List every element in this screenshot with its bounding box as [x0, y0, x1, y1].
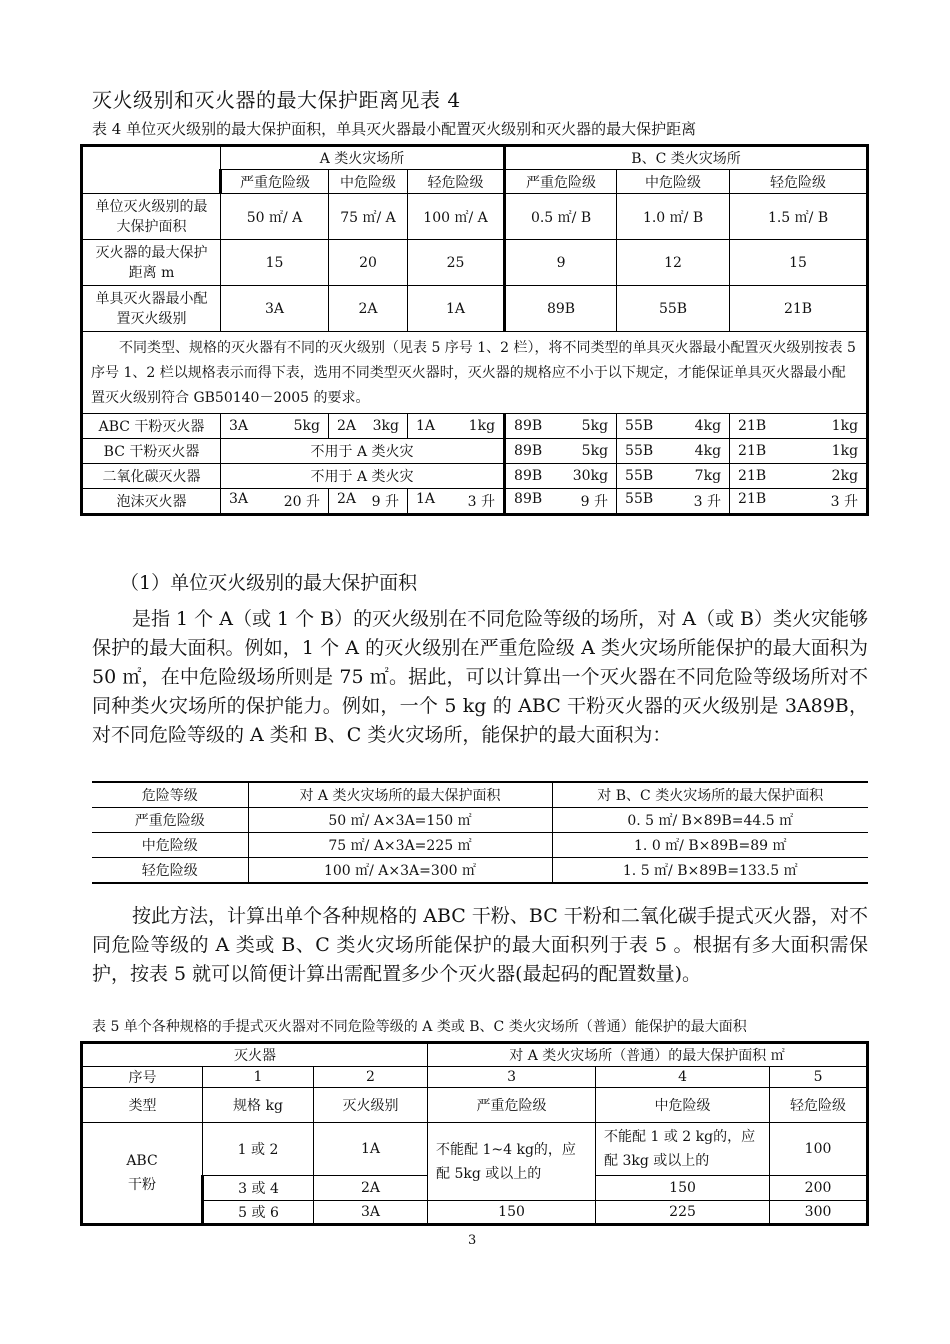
table4-cell: 12: [617, 240, 730, 286]
spec-level: 21B: [738, 468, 767, 484]
spec-level: 55B: [625, 468, 654, 484]
spec-level: 21B: [738, 491, 767, 507]
table5-light: 100: [770, 1123, 868, 1176]
spec-level: 3A: [229, 491, 249, 507]
table4-cell: 15: [730, 240, 868, 286]
table4-group-bc: B、C 类火灾场所: [505, 146, 868, 170]
spec-level: 55B: [625, 491, 654, 507]
small-table-cell: 1. 0 ㎡/ B×89B=89 ㎡: [552, 833, 868, 858]
table4-cell: 75 ㎡/ A: [329, 194, 408, 240]
small-table-cell: 75 ㎡/ A×3A=225 ㎡: [248, 833, 552, 858]
table5-mid-note: 不能配 1 或 2 kg的，应配 3kg 或以上的: [596, 1123, 770, 1176]
table4-level: 严重危险级: [221, 170, 329, 194]
table5-type-abc: [82, 1123, 203, 1225]
table5-seq: 4: [596, 1067, 770, 1088]
small-table-header: 对 B、C 类火灾场所的最大保护面积: [552, 782, 868, 808]
table4-level: 中危险级: [329, 170, 408, 194]
small-table-cell: 100 ㎡/ A×3A=300 ㎡: [248, 858, 552, 884]
table5-seq: 5: [770, 1067, 868, 1088]
spec-size: 3 升: [467, 494, 496, 510]
table4-cell: 0.5 ㎡/ B: [505, 194, 617, 240]
table5-spec: 3 或 4: [203, 1176, 314, 1201]
spec-level: 89B: [514, 468, 543, 484]
table4-level: 中危险级: [617, 170, 730, 194]
table5-light: 200: [770, 1176, 868, 1201]
table5-seq: 2: [314, 1067, 428, 1088]
spec-level: 1A: [416, 491, 436, 507]
table4-cell: 1.0 ㎡/ B: [617, 194, 730, 240]
table4-level: 严重危险级: [505, 170, 617, 194]
spec-level: 55B: [625, 418, 654, 434]
spec-size: 5kg: [581, 418, 609, 434]
section-heading: 灭火级别和灭火器的最大保护距离见表 4: [92, 88, 461, 112]
not-for-a-note: 不用于 A 类火灾: [221, 439, 505, 464]
table4-level: 轻危险级: [730, 170, 868, 194]
spec-size: 1kg: [831, 418, 859, 434]
table4-cell: 9: [505, 240, 617, 286]
table5-spec: 5 或 6: [203, 1201, 314, 1225]
page-number: 3: [468, 1233, 477, 1248]
table4-row-label: 单具灭火器最小配置灭火级别: [82, 286, 221, 332]
table5-mid: 225: [596, 1201, 770, 1225]
table5-col-header: 灭火级别: [314, 1088, 428, 1123]
spec-level: 89B: [514, 443, 543, 459]
table5-spec: 1 或 2: [203, 1123, 314, 1176]
table5-col-header: 规格 kg: [203, 1088, 314, 1123]
table4-cell: 25: [408, 240, 505, 286]
spec-level: 3A: [229, 418, 249, 434]
small-table-cell: 1. 5 ㎡/ B×89B=133.5 ㎡: [552, 858, 868, 884]
not-for-a-note: 不用于 A 类火灾: [221, 464, 505, 489]
spec-size: 1kg: [831, 443, 859, 459]
table4-note: 不同类型、规格的灭火器有不同的灭火级别（见表 5 序号 1、2 栏），将不同类型的单具灭火器最小配置灭火级别按表 5 序号 1、2 栏以规格表示而得下表，选用不同类型灭火器时，灭火器的规格应不小于以下规定，才能保证单具灭火器最小配置灭火级别符合 GB50140－2005 的要求。: [82, 332, 868, 414]
table4-cell: 3A: [221, 286, 329, 332]
table4-cell: 50 ㎡/ A: [221, 194, 329, 240]
spec-size: 5kg: [581, 443, 609, 459]
small-table-cell: 严重危险级: [92, 808, 248, 833]
table5: [80, 1041, 869, 1226]
table5-col-header: 轻危险级: [770, 1088, 868, 1123]
small-table-header: 危险等级: [92, 782, 248, 808]
table5-header-area: 对 A 类火灾场所（普通）的最大保护面积 ㎡: [428, 1043, 868, 1067]
table4-cell: 1.5 ㎡/ B: [730, 194, 868, 240]
spec-size: 4kg: [694, 443, 722, 459]
paragraph-1: 是指 1 个 A（或 1 个 B）的灭火级别在不同危险等级的场所，对 A（或 B）类火灾能够保护的最大面积。例如，1 个 A 的灭火级别在严重危险级 A 类火灾场所能保护的最大面积为 50 ㎡，在中危险级场所则是 75 ㎡。据此，可以计算出一个灭火器在不同危险等级场所对不同种类火灾场所的保护能力。例如，一个 5 kg 的 ABC 干粉灭火器的灭火级别是 3A89B，对不同危险等级的 A 类和 B、C 类火灾场所，能保护的最大面积为：: [92, 608, 868, 746]
spec-size: 20 升: [283, 494, 320, 510]
paragraph-2: 按此方法，计算出单个各种规格的 ABC 干粉、BC 干粉和二氧化碳手提式灭火器，对不同危险等级的 A 类或 B、C 类火灾场所能保护的最大面积列于表 5 。根据有多大面积需保护，按表 5 就可以简便计算出需配置多少个灭火器(最起码的配置数量)。: [92, 905, 868, 985]
table4-row-label: 单位灭火级别的最大保护面积: [82, 194, 221, 240]
spec-size: 30kg: [572, 468, 609, 484]
spec-size: 2kg: [831, 468, 859, 484]
abc-label: ABC: [126, 1153, 158, 1169]
table5-light: 300: [770, 1201, 868, 1225]
spec-level: 2A: [337, 418, 357, 434]
table5-seq: 1: [203, 1067, 314, 1088]
table4: [80, 144, 869, 516]
spec-size: 4kg: [694, 418, 722, 434]
spec-level: 21B: [738, 418, 767, 434]
dry-powder-label: 干粉: [128, 1177, 156, 1193]
spec-size: 1kg: [468, 418, 496, 434]
table5-mid: 150: [596, 1176, 770, 1201]
table4-cell: 55B: [617, 286, 730, 332]
table4-type-label: 泡沫灭火器: [82, 489, 221, 515]
spec-size: 9 升: [580, 494, 609, 510]
table4-cell: 89B: [505, 286, 617, 332]
table4-type-label: BC 干粉灭火器: [82, 439, 221, 464]
spec-size: 5kg: [293, 418, 320, 434]
table5-type-label: 类型: [82, 1088, 203, 1123]
table5-header-extinguisher: 灭火器: [82, 1043, 428, 1067]
table5-level: 2A: [314, 1176, 428, 1201]
table5-seq: 3: [428, 1067, 596, 1088]
small-table-cell: 轻危险级: [92, 858, 248, 884]
table5-col-header: 严重危险级: [428, 1088, 596, 1123]
spec-level: 55B: [625, 443, 654, 459]
table5-seq-label: 序号: [82, 1067, 203, 1088]
table4-cell: 1A: [408, 286, 505, 332]
protection-area-table: [92, 781, 868, 884]
table5-level: 1A: [314, 1123, 428, 1176]
table4-corner: [82, 146, 221, 194]
table4-group-a: A 类火灾场所: [221, 146, 505, 170]
spec-level: 2A: [337, 491, 357, 507]
table5-severe: 150: [428, 1201, 596, 1225]
table4-cell: 21B: [730, 286, 868, 332]
small-table-cell: 中危险级: [92, 833, 248, 858]
table4-level: 轻危险级: [408, 170, 505, 194]
table5-caption: 表 5 单个各种规格的手提式灭火器对不同危险等级的 A 类或 B、C 类火灾场所（普通）能保护的最大面积: [92, 1019, 747, 1035]
spec-level: 89B: [514, 418, 543, 434]
table4-type-label: 二氧化碳灭火器: [82, 464, 221, 489]
spec-size: 9 升: [371, 494, 399, 510]
spec-level: 21B: [738, 443, 767, 459]
spec-size: 3 升: [830, 494, 859, 510]
spec-level: 89B: [514, 491, 543, 507]
small-table-cell: 0. 5 ㎡/ B×89B=44.5 ㎡: [552, 808, 868, 833]
spec-size: 7kg: [694, 468, 722, 484]
spec-level: 1A: [416, 418, 436, 434]
table5-col-header: 中危险级: [596, 1088, 770, 1123]
table5-level: 3A: [314, 1201, 428, 1225]
subsection-title: （1）单位灭火级别的最大保护面积: [120, 572, 418, 594]
spec-size: 3kg: [372, 418, 399, 434]
table4-cell: 15: [221, 240, 329, 286]
table4-cell: 2A: [329, 286, 408, 332]
small-table-cell: 50 ㎡/ A×3A=150 ㎡: [248, 808, 552, 833]
table4-cell: 100 ㎡/ A: [408, 194, 505, 240]
table5-severe-note: 不能配 1~4 kg的，应配 5kg 或以上的: [428, 1123, 596, 1201]
table4-caption: 表 4 单位灭火级别的最大保护面积，单具灭火器最小配置灭火级别和灭火器的最大保护距离: [92, 120, 697, 138]
small-table-header: 对 A 类火灾场所的最大保护面积: [248, 782, 552, 808]
table4-type-label: ABC 干粉灭火器: [82, 414, 221, 439]
table4-cell: 20: [329, 240, 408, 286]
table4-row-label: 灭火器的最大保护距离 m: [82, 240, 221, 286]
spec-size: 3 升: [693, 494, 722, 510]
